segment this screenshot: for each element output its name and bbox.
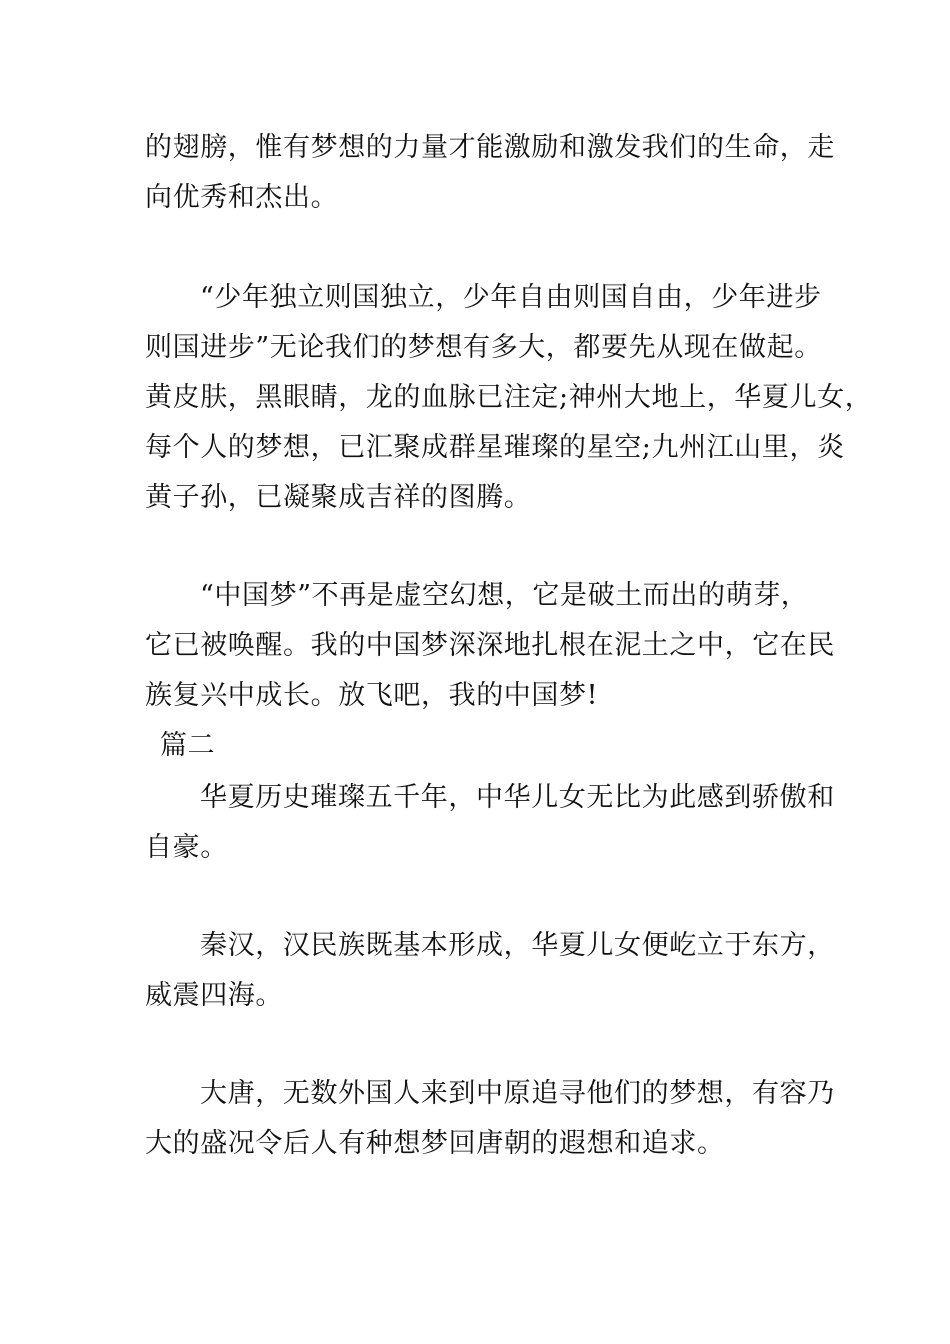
text-line: 秦汉，汉民族既基本形成，华夏儿女便屹立于东方， (200, 930, 835, 961)
text-line: 威震四海。 (145, 980, 283, 1011)
text-line: 它已被唤醒。我的中国梦深深地扎根在泥土之中，它在民 (145, 630, 835, 661)
text-line: 大的盛况令后人有种想梦回唐朝的遐想和追求。 (145, 1128, 725, 1159)
text-line: 黄子孙，已凝聚成吉祥的图腾。 (145, 482, 532, 513)
section-heading: 篇二 (160, 730, 216, 761)
text-line: 黄皮肤，黑眼睛，龙的血脉已注定;神州大地上，华夏儿女， (145, 382, 873, 413)
text-line: 华夏历史璀璨五千年，中华儿女无比为此感到骄傲和 (200, 782, 835, 813)
text-line: “少年独立则国独立，少年自由则国自由，少年进步 (200, 282, 822, 313)
text-line: 大唐，无数外国人来到中原追寻他们的梦想，有容乃 (200, 1078, 835, 1109)
text-line: 向优秀和杰出。 (145, 182, 339, 213)
text-line: 的翅膀，惟有梦想的力量才能激励和激发我们的生命，走 (145, 132, 835, 163)
text-line: 则国进步”无论我们的梦想有多大，都要先从现在做起。 (145, 332, 822, 363)
text-line: “中国梦”不再是虚空幻想，它是破土而出的萌芽， (200, 580, 809, 611)
text-line: 每个人的梦想，已汇聚成群星璀璨的星空;九州江山里，炎 (145, 432, 845, 463)
text-line: 自豪。 (145, 832, 228, 863)
text-line: 族复兴中成长。放飞吧，我的中国梦! (145, 680, 599, 711)
